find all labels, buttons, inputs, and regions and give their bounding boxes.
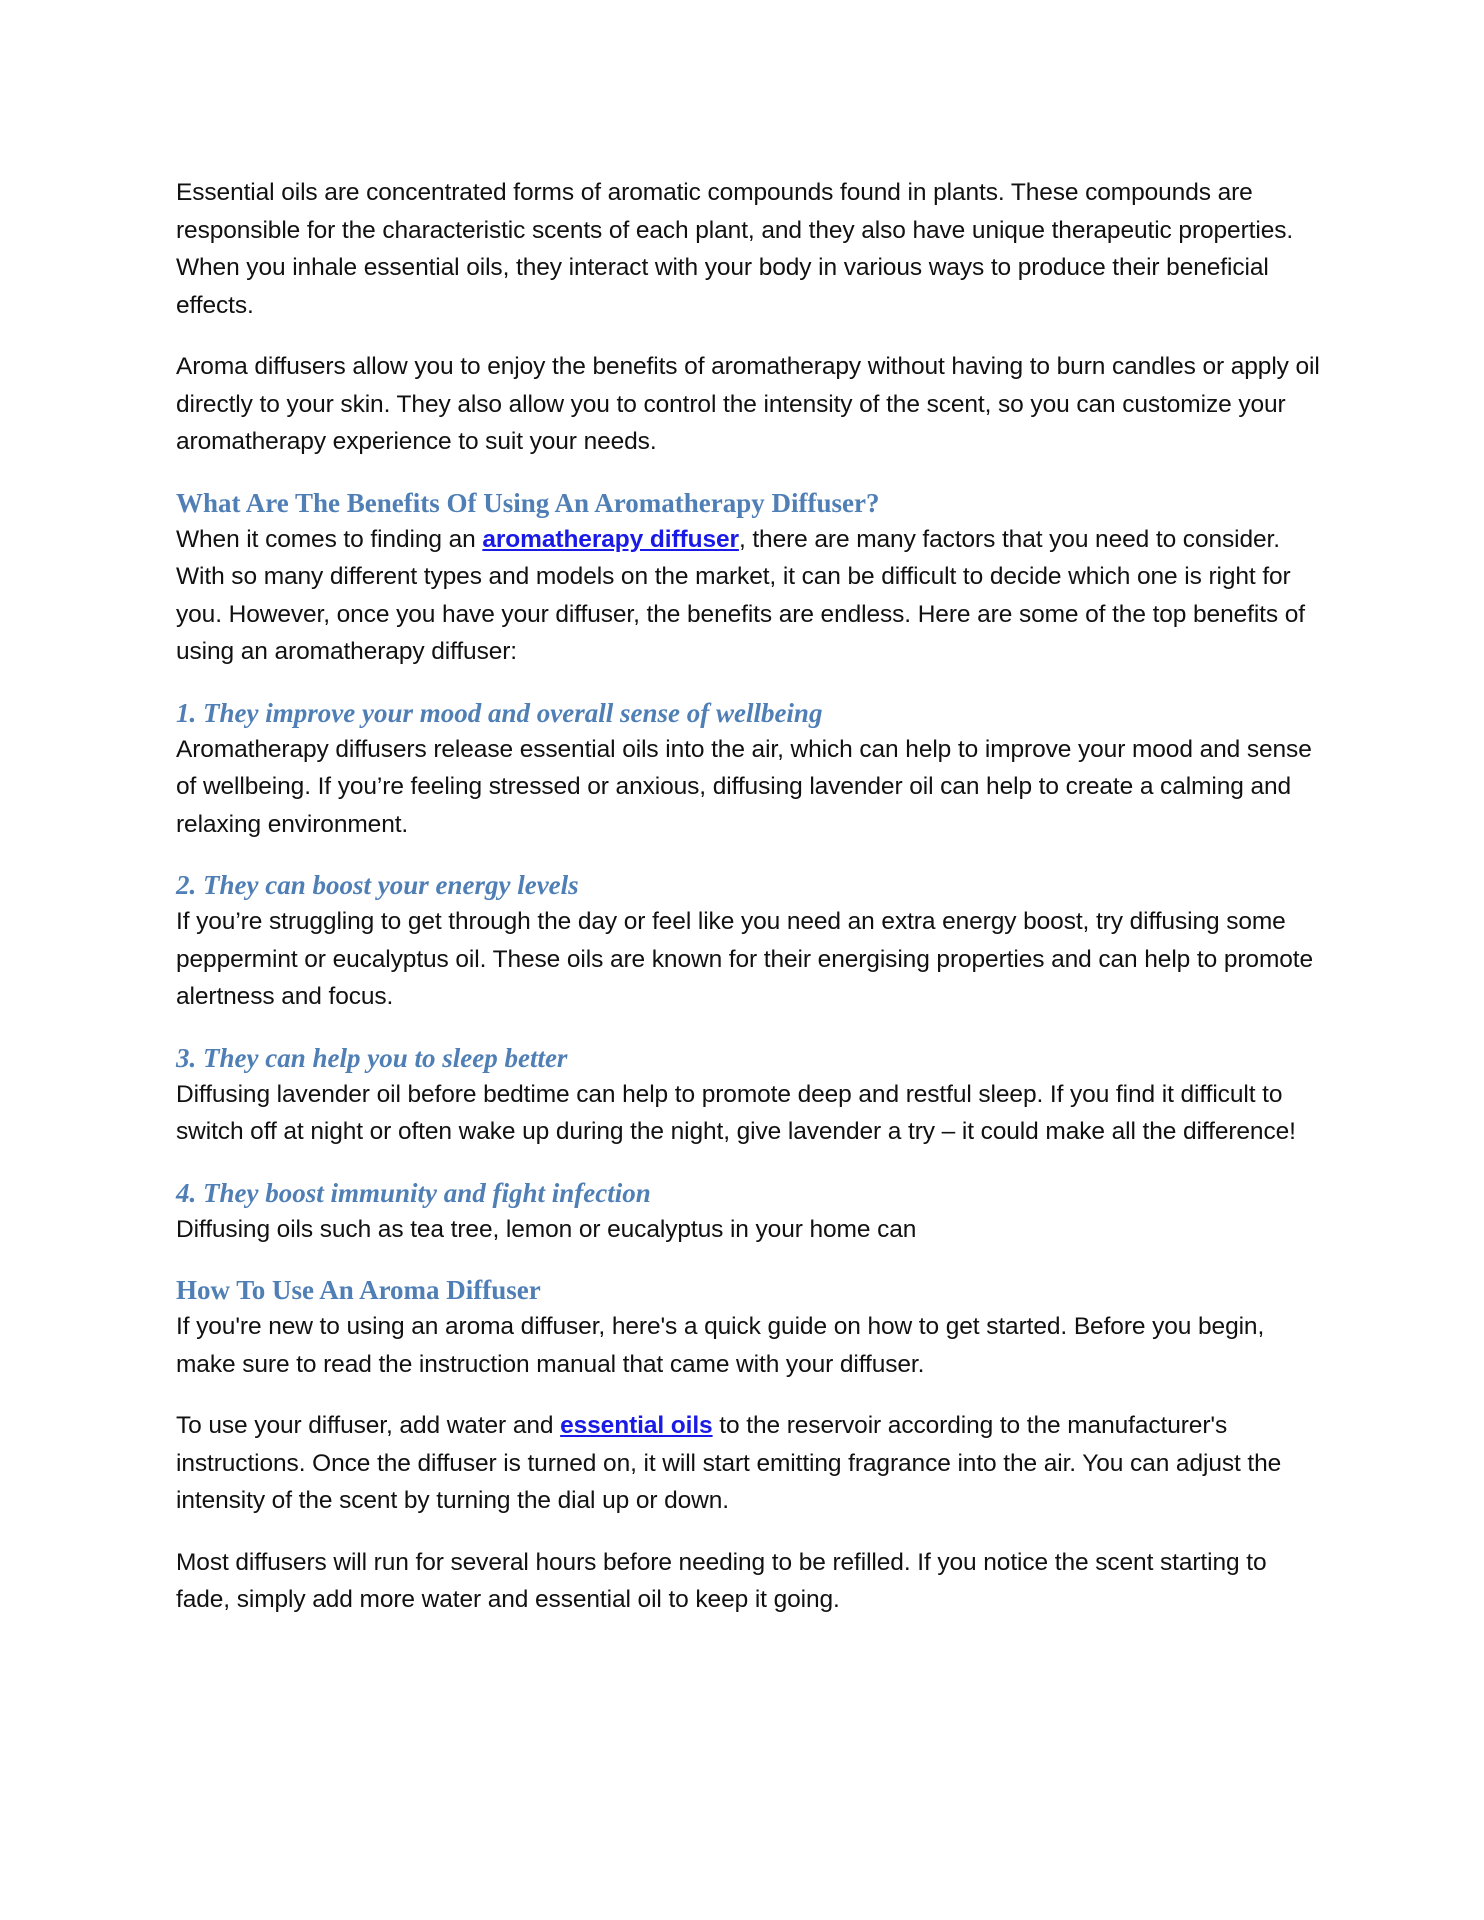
document-page [176, 174, 1326, 1619]
benefit-1-title: 1. They improve your mood and overall sense of wellbeing [176, 697, 823, 728]
howto-p2-text-after: to the reservoir according to the manufacturer's instructions. Once the diffuser is turned on, it will start emitting fragrance into the air. You can adjust the intensity of the scent by turning the dial up or down. [176, 1412, 1282, 1514]
benefit-3-text: Diffusing lavender oil before bedtime can help to promote deep and restful sleep. If you find it difficult to switch off at night or often wake up during the night, give lavender a try – it could make all the difference! [176, 1080, 1296, 1145]
benefits-intro-text-before: When it comes to finding an [176, 525, 483, 553]
howto-p2-text-before: To use your diffuser, add water and [176, 1412, 561, 1439]
howto-paragraph-1: If you're new to using an aroma diffuser, here's a quick guide on how to get started. Before you begin, make sure to read the instruction manual that came with your diffuser. [176, 1313, 1265, 1378]
aromatherapy-diffuser-link[interactable]: aromatherapy diffuser [482, 525, 739, 553]
essential-oils-link[interactable]: essential oils [560, 1412, 713, 1439]
benefit-4-title: 4. They boost immunity and fight infection [176, 1177, 651, 1208]
benefit-2-text: If you’re struggling to get through the day or feel like you need an extra energy boost, try diffusing some peppermint or eucalyptus oil. These oils are known for their energising properties and can help to promote alertness and focus. [176, 908, 1314, 1010]
howto-heading: How To Use An Aroma Diffuser [176, 1275, 541, 1305]
benefit-4-text: Diffusing oils such as tea tree, lemon or eucalyptus in your home can [176, 1215, 917, 1243]
benefits-heading: What Are The Benefits Of Using An Aromatherapy Diffuser? [176, 487, 880, 518]
benefits-intro-text-after: , there are many factors that you need to consider. With so many different types and models on the market, it can be difficult to decide which one is right for you. However, once you have your diffuser, the benefits are endless. Here are some of the top benefits of using an aromatherapy diffuser: [176, 525, 1305, 665]
intro-paragraph-2: Aroma diffusers allow you to enjoy the benefits of aromatherapy without having to burn candles or apply oil directly to your skin. They also allow you to control the intensity of the scent, so you can customize your aromatherapy experience to suit your needs. [176, 353, 1320, 455]
benefit-2-title: 2. They can boost your energy levels [176, 870, 579, 900]
howto-paragraph-3: Most diffusers will run for several hours before needing to be refilled. If you notice the scent starting to fade, simply add more water and essential oil to keep it going. [176, 1548, 1267, 1613]
benefits-intro-paragraph [176, 521, 1326, 671]
howto-paragraph-2 [176, 1407, 1326, 1520]
intro-paragraph-1: Essential oils are concentrated forms of aromatic compounds found in plants. These compounds are responsible for the characteristic scents of each plant, and they also have unique therapeutic properties. When you inhale essential oils, they interact with your body in various ways to produce their beneficial effects. [176, 179, 1294, 319]
benefit-1-text: Aromatherapy diffusers release essential oils into the air, which can help to improve your mood and sense of wellbeing. If you’re feeling stressed or anxious, diffusing lavender oil can help to create a calming and relaxing environment. [176, 735, 1312, 838]
benefit-3-title: 3. They can help you to sleep better [176, 1042, 568, 1073]
